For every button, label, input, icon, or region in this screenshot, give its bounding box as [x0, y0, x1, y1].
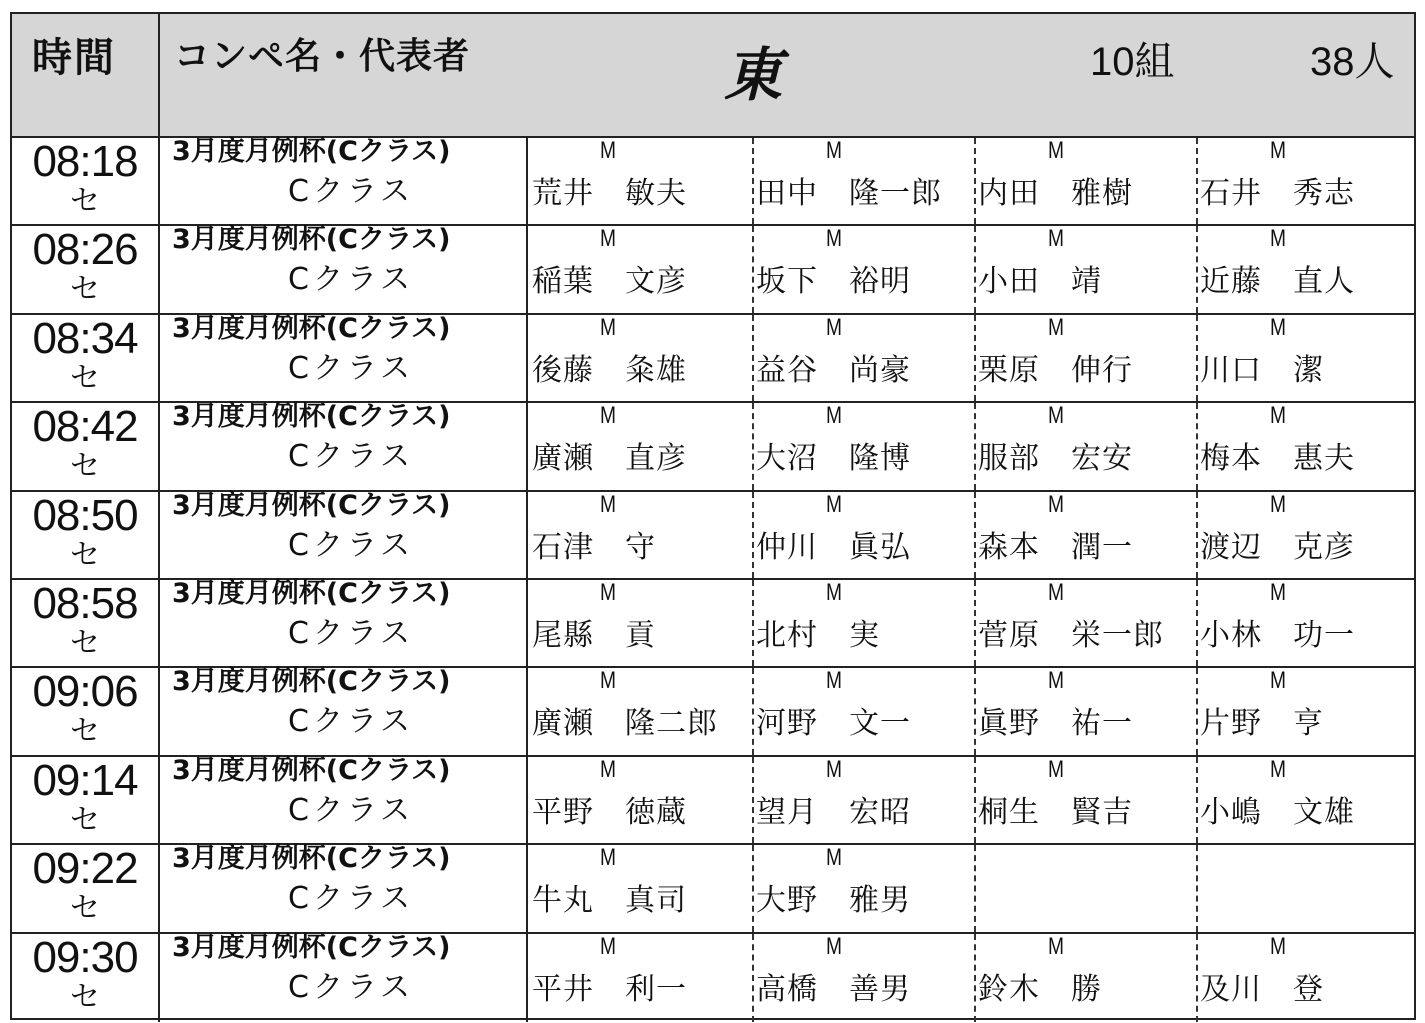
competition-cell [162, 489, 528, 578]
tee-time-cell [12, 138, 160, 224]
tee-marker: セ [70, 802, 100, 838]
tee-marker: セ [70, 891, 100, 927]
member-mark: M [1270, 137, 1286, 164]
player-cell [752, 492, 974, 578]
tee-marker: セ [70, 360, 100, 396]
course-name: 東 [724, 41, 783, 109]
start-time: 09:14 [32, 755, 138, 805]
player-name: 尾縣 貢 [532, 617, 656, 653]
start-time: 08:50 [32, 490, 138, 540]
player-cell [974, 492, 1196, 578]
tee-time-rows [12, 138, 1414, 1022]
table-row [12, 489, 1414, 580]
player-name: 服部 宏安 [978, 441, 1133, 477]
tee-time-sheet [10, 12, 1416, 1020]
competition-cell [162, 668, 528, 754]
competition-name: 3月度月例杯(Cクラス) [172, 666, 451, 698]
competition-class: Cクラス [288, 615, 415, 651]
member-mark: M [826, 578, 842, 606]
player-name: 森本 潤一 [978, 529, 1133, 565]
member-mark: M [1048, 313, 1064, 341]
tee-marker: セ [70, 979, 100, 1015]
competition-cell [162, 138, 528, 224]
player-cell [752, 845, 974, 931]
member-mark: M [826, 844, 842, 872]
people-count: 38人 [1310, 40, 1395, 84]
player-name: 眞野 祐一 [978, 706, 1133, 742]
player-cell [530, 668, 752, 754]
player-cell [1196, 138, 1414, 224]
player-name: 渡辺 克彦 [1200, 529, 1355, 565]
member-mark: M [1048, 490, 1064, 518]
player-cell [530, 138, 752, 224]
competition-class: Cクラス [288, 350, 415, 386]
member-mark: M [826, 667, 842, 695]
member-mark: M [1048, 402, 1064, 430]
sheet-header [12, 14, 1414, 138]
competition-name: 3月度月例杯(Cクラス) [172, 577, 451, 609]
player-name: 鈴木 勝 [978, 971, 1102, 1007]
player-name: 廣瀬 隆二郎 [532, 706, 718, 742]
player-name: 大野 雅男 [756, 883, 911, 919]
competition-cell [162, 754, 528, 843]
tee-time-cell [12, 580, 160, 666]
tee-marker: セ [70, 537, 100, 573]
start-time: 08:18 [32, 137, 138, 186]
player-cell [752, 757, 974, 843]
player-name: 荒井 敏夫 [532, 176, 687, 211]
member-mark: M [1048, 137, 1064, 164]
member-mark: M [826, 225, 842, 253]
player-name: 望月 宏昭 [756, 794, 911, 830]
player-cell [1196, 580, 1414, 666]
competition-name: 3月度月例杯(Cクラス) [172, 136, 451, 167]
player-name: 益谷 尚豪 [756, 352, 911, 388]
player-cell [530, 580, 752, 666]
tee-time-cell [12, 934, 160, 1022]
player-name: 梅本 惠夫 [1200, 441, 1355, 477]
competition-class: Cクラス [288, 792, 415, 828]
member-mark: M [826, 932, 842, 960]
competition-class: Cクラス [288, 881, 415, 917]
player-cell [530, 315, 752, 401]
member-mark: M [826, 402, 842, 430]
start-time: 09:06 [32, 667, 138, 717]
player-cell [1196, 668, 1414, 754]
competition-cell [162, 577, 528, 666]
player-name: 片野 亨 [1200, 706, 1324, 742]
member-mark: M [600, 402, 616, 430]
player-cell [974, 315, 1196, 401]
member-mark: M [1048, 578, 1064, 606]
member-mark: M [600, 490, 616, 518]
table-row [12, 138, 1414, 226]
player-name: 田中 隆一郎 [756, 176, 942, 211]
player-name: 廣瀬 直彦 [532, 441, 687, 477]
competition-name: 3月度月例杯(Cクラス) [172, 843, 451, 875]
start-time: 08:26 [32, 225, 138, 275]
player-cell [1196, 492, 1414, 578]
member-mark: M [1270, 402, 1286, 430]
player-name: 高橋 善男 [756, 971, 911, 1007]
player-name: 稲葉 文彦 [532, 264, 687, 300]
competition-cell [162, 312, 528, 401]
competition-class: Cクラス [288, 262, 415, 298]
player-cell [1196, 757, 1414, 843]
player-cell [974, 138, 1196, 224]
player-name: 及川 登 [1200, 971, 1324, 1007]
player-name: 内田 雅樹 [978, 176, 1133, 211]
player-cell [530, 226, 752, 312]
competition-column-header: コンペ名・代表者 [174, 36, 471, 77]
member-mark: M [826, 490, 842, 518]
player-name: 小林 功一 [1200, 617, 1355, 653]
start-time: 08:58 [32, 578, 138, 628]
player-name: 近藤 直人 [1200, 264, 1355, 300]
competition-name: 3月度月例杯(Cクラス) [172, 312, 451, 344]
player-cell [752, 315, 974, 401]
player-name: 石井 秀志 [1200, 176, 1355, 211]
member-mark: M [600, 844, 616, 872]
tee-time-cell [12, 403, 160, 489]
player-name: 坂下 裕明 [756, 264, 911, 300]
member-mark: M [1048, 225, 1064, 253]
group-count: 10組 [1090, 40, 1175, 84]
table-row [12, 668, 1414, 756]
start-time: 08:34 [32, 313, 138, 363]
player-cell [974, 580, 1196, 666]
player-cell [752, 403, 974, 489]
player-name: 河野 文一 [756, 706, 911, 742]
competition-class: Cクラス [288, 527, 415, 563]
player-name: 菅原 栄一郎 [978, 617, 1164, 653]
member-mark: M [600, 313, 616, 341]
player-name: 仲川 眞弘 [756, 529, 911, 565]
player-cell [1196, 845, 1414, 931]
player-name: 大沼 隆博 [756, 441, 911, 477]
competition-class: Cクラス [288, 969, 415, 1005]
tee-marker: セ [70, 714, 100, 750]
player-name: 桐生 賢吉 [978, 794, 1133, 830]
table-row [12, 754, 1414, 845]
member-mark: M [826, 755, 842, 783]
player-cell [1196, 226, 1414, 312]
player-cell [974, 226, 1196, 312]
member-mark: M [1270, 932, 1286, 960]
competition-class: Cクラス [288, 174, 415, 209]
table-row [12, 226, 1414, 314]
start-time: 09:22 [32, 844, 138, 894]
player-cell [1196, 315, 1414, 401]
player-cell [530, 403, 752, 489]
table-row [12, 931, 1414, 1022]
player-name: 小嶋 文雄 [1200, 794, 1355, 830]
competition-name: 3月度月例杯(Cクラス) [172, 489, 451, 521]
member-mark: M [600, 932, 616, 960]
tee-time-cell [12, 315, 160, 401]
member-mark: M [600, 225, 616, 253]
player-cell [1196, 934, 1414, 1022]
player-cell [974, 668, 1196, 754]
player-cell [752, 226, 974, 312]
member-mark: M [600, 578, 616, 606]
competition-name: 3月度月例杯(Cクラス) [172, 401, 451, 433]
player-name: 小田 靖 [978, 264, 1102, 300]
player-cell [752, 668, 974, 754]
start-time: 08:42 [32, 402, 138, 452]
competition-class: Cクラス [288, 704, 415, 740]
table-row [12, 403, 1414, 491]
player-cell [530, 845, 752, 931]
player-cell [974, 845, 1196, 931]
player-name: 牛丸 真司 [532, 883, 687, 919]
player-cell [530, 757, 752, 843]
competition-name: 3月度月例杯(Cクラス) [172, 931, 451, 963]
tee-time-cell [12, 757, 160, 843]
member-mark: M [1270, 578, 1286, 606]
player-name: 栗原 伸行 [978, 352, 1133, 388]
member-mark: M [826, 137, 842, 164]
member-mark: M [1270, 755, 1286, 783]
player-cell [974, 934, 1196, 1022]
table-row [12, 845, 1414, 933]
start-time: 09:30 [32, 932, 138, 982]
member-mark: M [1048, 755, 1064, 783]
player-cell [530, 934, 752, 1022]
player-cell [974, 757, 1196, 843]
tee-marker: セ [70, 625, 100, 661]
player-name: 平井 利一 [532, 971, 687, 1007]
tee-time-cell [12, 845, 160, 931]
tee-time-cell [12, 492, 160, 578]
member-mark: M [600, 755, 616, 783]
tee-marker: セ [70, 449, 100, 485]
member-mark: M [826, 313, 842, 341]
tee-time-cell [12, 226, 160, 312]
competition-class: Cクラス [288, 439, 415, 475]
player-cell [752, 934, 974, 1022]
table-row [12, 312, 1414, 403]
member-mark: M [600, 137, 616, 164]
player-name: 北村 実 [756, 617, 880, 653]
player-cell [752, 580, 974, 666]
member-mark: M [1270, 313, 1286, 341]
time-column-header: 時間 [12, 14, 160, 138]
competition-cell [162, 931, 528, 1022]
member-mark: M [1270, 225, 1286, 253]
member-mark: M [1048, 932, 1064, 960]
tee-marker: セ [70, 184, 100, 219]
tee-time-cell [12, 668, 160, 754]
member-mark: M [1270, 667, 1286, 695]
player-name: 後藤 粂雄 [532, 352, 687, 388]
table-row [12, 577, 1414, 668]
player-name: 平野 徳蔵 [532, 794, 687, 830]
member-mark: M [1048, 667, 1064, 695]
competition-cell [162, 226, 528, 312]
member-mark: M [1270, 490, 1286, 518]
competition-cell [162, 845, 528, 931]
player-name: 川口 潔 [1200, 352, 1324, 388]
player-name: 石津 守 [532, 529, 656, 565]
member-mark: M [600, 667, 616, 695]
competition-name: 3月度月例杯(Cクラス) [172, 754, 451, 786]
player-cell [530, 492, 752, 578]
tee-marker: セ [70, 272, 100, 308]
player-cell [752, 138, 974, 224]
competition-name: 3月度月例杯(Cクラス) [172, 224, 451, 256]
competition-cell [162, 403, 528, 489]
player-cell [974, 403, 1196, 489]
player-cell [1196, 403, 1414, 489]
